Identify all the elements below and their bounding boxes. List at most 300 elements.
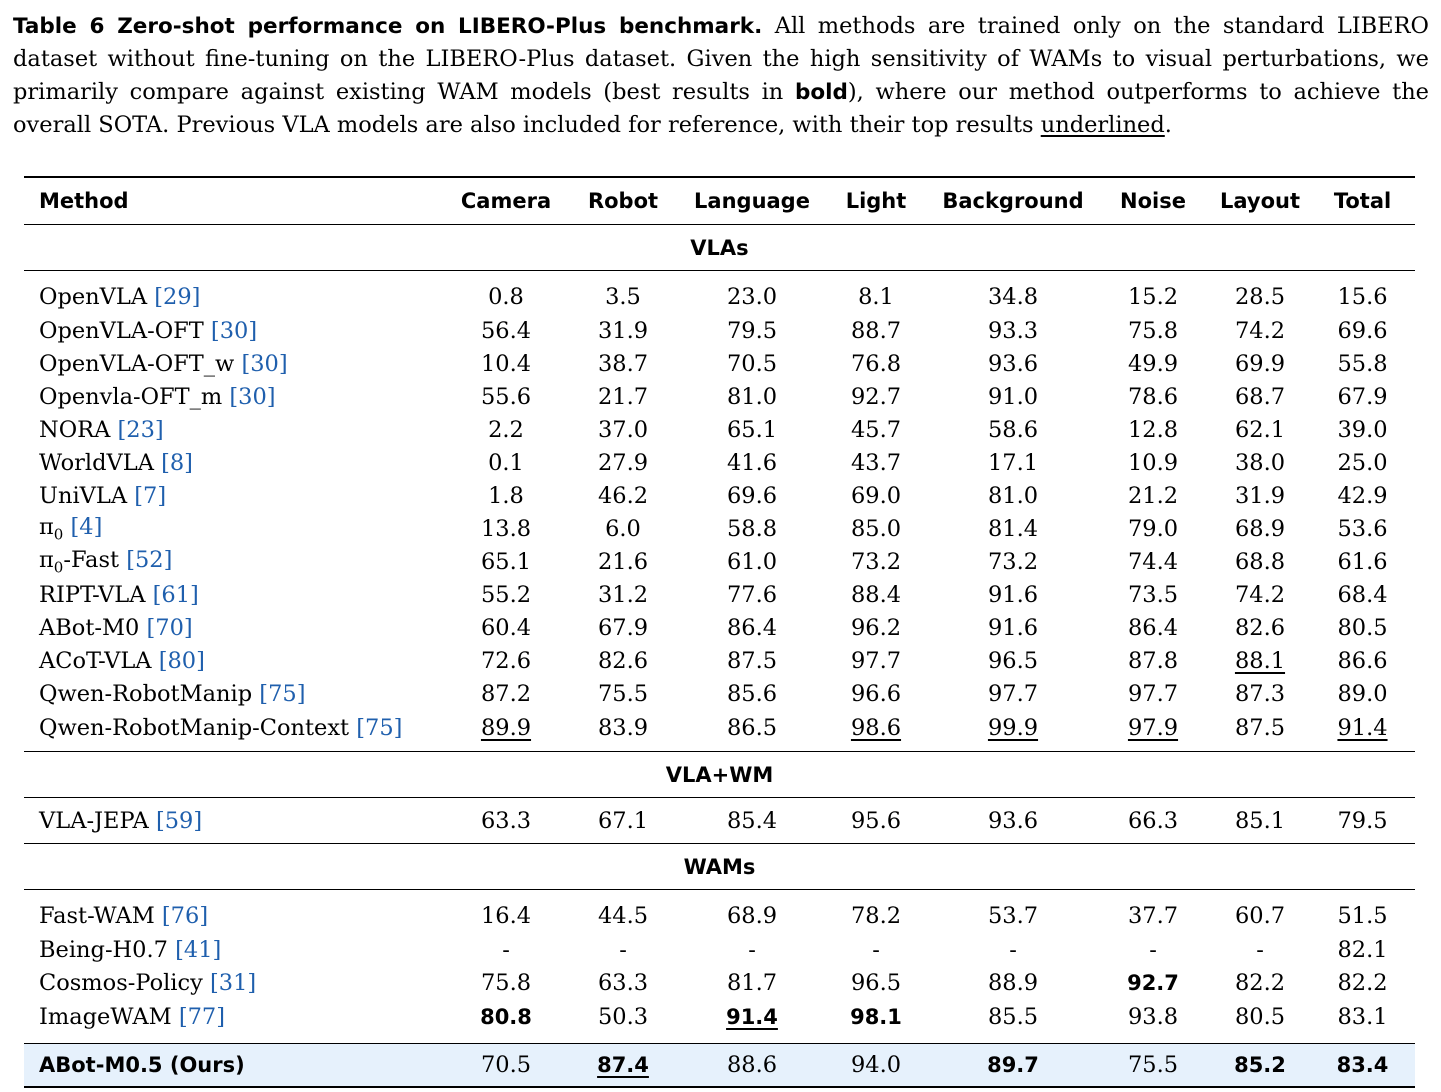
citation-link[interactable]: [52] (126, 546, 173, 573)
value-cell (1310, 611, 1415, 644)
value-text: 8.1 (858, 283, 894, 310)
value-text: 16.4 (480, 902, 532, 929)
value-cell (448, 512, 564, 545)
value-cell (1210, 798, 1310, 844)
value-text: 58.6 (987, 416, 1039, 443)
value-text: 78.6 (1127, 383, 1179, 410)
value-cell (1210, 446, 1310, 479)
value-cell (822, 710, 930, 752)
value-cell (1096, 446, 1210, 479)
citation-link[interactable]: [30] (241, 350, 288, 377)
value-text: 96.5 (987, 647, 1039, 674)
value-cell (822, 798, 930, 844)
value-cell (448, 545, 564, 578)
citation-link[interactable]: [75] (259, 680, 306, 707)
value-cell (564, 314, 682, 347)
table-row (24, 710, 1415, 752)
value-cell (1096, 271, 1210, 315)
value-text: 13.8 (480, 515, 532, 542)
value-text: 25.0 (1337, 449, 1388, 476)
value-cell (564, 966, 682, 999)
value-text: 41.6 (726, 449, 778, 476)
value-cell (822, 479, 930, 512)
value-cell (1310, 677, 1415, 710)
value-text: 72.6 (480, 647, 532, 674)
method-cell (24, 677, 448, 710)
value-cell (1210, 347, 1310, 380)
value-cell (1210, 611, 1310, 644)
value-cell (1096, 479, 1210, 512)
value-text: - (502, 936, 510, 963)
section-title: VLA+WM (24, 752, 1415, 798)
value-cell (1210, 271, 1310, 315)
table-row (24, 933, 1415, 966)
method-name: Openvla-OFT_m (39, 383, 230, 410)
value-text: 69.6 (726, 482, 778, 509)
value-text: 75.8 (480, 969, 532, 996)
value-text: 92.7 (1127, 970, 1179, 995)
value-text: 93.8 (1127, 1003, 1179, 1030)
value-cell (448, 999, 564, 1040)
value-cell (1096, 545, 1210, 578)
value-text: 73.2 (850, 548, 902, 575)
value-text: 53.7 (987, 902, 1039, 929)
method-cell (24, 578, 448, 611)
value-text: 91.6 (987, 614, 1039, 641)
value-cell (822, 677, 930, 710)
table-row (24, 999, 1415, 1040)
value-cell (930, 271, 1096, 315)
method-name: Cosmos-Policy (39, 969, 210, 996)
value-cell (1210, 1044, 1310, 1088)
value-cell (930, 999, 1096, 1040)
value-cell (564, 611, 682, 644)
method-name-subscript: 0 (53, 525, 64, 544)
column-header-method: Method (39, 189, 129, 213)
method-cell (24, 271, 448, 315)
method-name: WorldVLA (39, 449, 162, 476)
table-row (24, 545, 1415, 578)
value-text: 69.9 (1234, 350, 1286, 377)
value-text: 82.2 (1234, 969, 1286, 996)
citation-link[interactable]: [41] (175, 936, 222, 963)
method-cell (24, 347, 448, 380)
value-text: - (748, 936, 756, 963)
citation-link[interactable]: [4] (70, 513, 103, 540)
value-cell (930, 413, 1096, 446)
value-cell (930, 479, 1096, 512)
value-text: 85.4 (726, 807, 778, 834)
method-name: ABot-M0 (39, 614, 147, 641)
value-text: 21.2 (1127, 482, 1179, 509)
section-title: VLAs (24, 225, 1415, 271)
method-name-subscript: 0 (53, 558, 64, 577)
value-cell (1310, 512, 1415, 545)
value-text: - (619, 936, 627, 963)
method-cell (24, 446, 448, 479)
value-cell (1096, 999, 1210, 1040)
value-text: 98.6 (850, 714, 902, 741)
value-text: 51.5 (1337, 902, 1388, 929)
value-text: 37.0 (597, 416, 649, 443)
value-cell (1096, 933, 1210, 966)
citation-link[interactable]: [75] (356, 714, 403, 741)
value-cell (930, 347, 1096, 380)
value-text: 87.4 (597, 1053, 649, 1077)
citation-link[interactable]: [77] (178, 1003, 225, 1030)
value-cell (930, 677, 1096, 710)
value-text: 99.9 (987, 714, 1039, 741)
value-cell (564, 479, 682, 512)
value-text: 68.9 (726, 902, 778, 929)
value-cell (682, 1044, 822, 1088)
value-cell (1210, 890, 1310, 934)
section-title: WAMs (24, 844, 1415, 890)
value-text: 86.5 (726, 714, 778, 741)
value-text: 83.1 (1337, 1003, 1388, 1030)
value-text: 67.9 (1337, 383, 1388, 410)
value-cell (822, 314, 930, 347)
value-cell (930, 710, 1096, 752)
value-text: 65.1 (726, 416, 778, 443)
results-table (24, 176, 1415, 1088)
value-text: 89.7 (987, 1053, 1039, 1077)
value-cell (448, 710, 564, 752)
value-text: 80.5 (1234, 1003, 1286, 1030)
value-cell (1210, 933, 1310, 966)
value-cell (448, 1044, 564, 1088)
value-cell (682, 798, 822, 844)
value-text: 87.5 (726, 647, 778, 674)
value-cell (564, 999, 682, 1040)
value-cell (1096, 512, 1210, 545)
value-cell (930, 578, 1096, 611)
method-name: RIPT-VLA (39, 581, 153, 608)
method-cell (24, 413, 448, 446)
value-cell (930, 380, 1096, 413)
value-text: 37.7 (1127, 902, 1179, 929)
method-cell (24, 512, 448, 545)
value-text: 74.4 (1127, 548, 1179, 575)
value-cell (564, 512, 682, 545)
value-text: 42.9 (1337, 482, 1388, 509)
value-cell (1310, 966, 1415, 999)
value-text: 66.3 (1127, 807, 1179, 834)
table-row (24, 347, 1415, 380)
value-text: 0.8 (488, 283, 524, 310)
citation-link[interactable]: [30] (210, 317, 258, 344)
method-name: ImageWAM (39, 1003, 179, 1030)
value-cell (448, 677, 564, 710)
value-text: 67.1 (597, 807, 649, 834)
method-name: UniVLA (39, 482, 135, 509)
value-text: 79.5 (726, 317, 778, 344)
value-cell (564, 677, 682, 710)
value-text: 86.6 (1337, 647, 1388, 674)
value-cell (448, 271, 564, 315)
value-cell (448, 933, 564, 966)
value-cell (1310, 1044, 1415, 1088)
column-header-camera: Camera (460, 189, 552, 213)
value-text: 79.5 (1337, 807, 1388, 834)
value-cell (1210, 644, 1310, 677)
value-cell (930, 890, 1096, 934)
value-cell (1210, 413, 1310, 446)
value-text: 10.4 (480, 350, 532, 377)
value-text: 93.3 (987, 317, 1039, 344)
value-cell (682, 413, 822, 446)
value-text: 68.8 (1234, 548, 1286, 575)
method-name: π (39, 513, 54, 540)
value-cell (930, 933, 1096, 966)
value-text: - (1149, 936, 1157, 963)
value-text: 82.1 (1337, 936, 1388, 963)
method-name: VLA-JEPA (39, 807, 156, 834)
citation-link[interactable]: [7] (134, 482, 167, 509)
value-cell (448, 314, 564, 347)
value-text: 81.0 (726, 383, 778, 410)
value-cell (564, 545, 682, 578)
ours-row (24, 1044, 1415, 1088)
value-text: 3.5 (605, 283, 641, 310)
table-header (24, 177, 1415, 225)
value-text: 73.5 (1127, 581, 1179, 608)
value-text: 70.5 (480, 1052, 532, 1078)
value-text: 65.1 (480, 548, 532, 575)
value-cell (682, 966, 822, 999)
table-caption (13, 10, 1429, 142)
method-cell (24, 710, 448, 752)
value-cell (448, 446, 564, 479)
value-cell (1310, 710, 1415, 752)
value-text: 85.2 (1234, 1053, 1286, 1077)
value-text: 86.4 (1127, 614, 1179, 641)
column-header-noise: Noise (1120, 189, 1186, 213)
value-cell (448, 380, 564, 413)
caption-text-1: All methods are trained only on the standard LIBERO dataset without fine-tuning on the LIBERO-Plus dataset. Given the high sensitivity of WAMs to visual perturbations, we primarily compare against existing WAM models (best results in (13, 13, 1429, 105)
table-row (24, 512, 1415, 545)
method-name: OpenVLA (39, 283, 155, 310)
table-body (24, 225, 1415, 1088)
value-text: 28.5 (1234, 283, 1286, 310)
value-cell (564, 710, 682, 752)
value-text: 10.9 (1127, 449, 1179, 476)
value-cell (930, 1044, 1096, 1088)
value-text: 60.4 (480, 614, 532, 641)
value-cell (1096, 1044, 1210, 1088)
value-cell (564, 271, 682, 315)
table-row (24, 479, 1415, 512)
table-row (24, 798, 1415, 844)
value-text: 81.7 (726, 969, 778, 996)
value-text: 82.2 (1337, 969, 1388, 996)
value-text: 27.9 (597, 449, 649, 476)
value-cell (822, 644, 930, 677)
caption-text-2: ), where our method outperforms to achieve the overall SOTA. Previous VLA models are also included for reference, with their top results (13, 79, 1429, 138)
value-cell (1210, 314, 1310, 347)
value-text: 45.7 (850, 416, 902, 443)
method-cell (24, 545, 448, 578)
value-cell (682, 611, 822, 644)
citation-link[interactable]: [80] (158, 647, 205, 674)
column-header-light: Light (845, 189, 907, 213)
value-text: 61.6 (1337, 548, 1388, 575)
citation-link[interactable]: [30] (229, 383, 276, 410)
value-cell (930, 512, 1096, 545)
method-name: Qwen-RobotManip-Context (39, 714, 357, 741)
citation-link[interactable]: [23] (117, 416, 164, 443)
value-text: 86.4 (726, 614, 778, 641)
value-cell (448, 644, 564, 677)
value-text: 38.0 (1234, 449, 1286, 476)
column-header-language: Language (694, 189, 810, 213)
value-text: 68.4 (1337, 581, 1388, 608)
caption-underlined-word: underlined (1040, 112, 1165, 138)
value-cell (930, 966, 1096, 999)
value-text: 87.5 (1234, 714, 1286, 741)
value-cell (564, 798, 682, 844)
caption-bold-word: bold (794, 80, 848, 105)
citation-link[interactable]: [8] (161, 449, 193, 476)
value-text: 85.6 (726, 680, 778, 707)
citation-link[interactable]: [59] (155, 807, 203, 834)
value-text: 85.0 (850, 515, 902, 542)
value-text: 70.5 (726, 350, 778, 377)
method-cell (24, 479, 448, 512)
value-text: 60.7 (1234, 902, 1286, 929)
value-cell (1310, 798, 1415, 844)
value-cell (1310, 644, 1415, 677)
value-cell (682, 677, 822, 710)
value-text: 95.6 (850, 807, 902, 834)
value-text: 83.4 (1336, 1053, 1389, 1077)
value-cell (448, 966, 564, 999)
value-cell (448, 578, 564, 611)
value-cell (448, 611, 564, 644)
table-row (24, 677, 1415, 710)
citation-link[interactable]: [29] (154, 283, 201, 310)
value-cell (930, 798, 1096, 844)
value-text: - (1009, 936, 1017, 963)
value-cell (1310, 479, 1415, 512)
value-text: 88.9 (987, 969, 1039, 996)
value-cell (1310, 347, 1415, 380)
value-text: 15.2 (1127, 283, 1179, 310)
value-text: 93.6 (987, 807, 1039, 834)
value-cell (822, 380, 930, 413)
value-text: 23.0 (726, 283, 778, 310)
method-cell (24, 380, 448, 413)
value-text: 58.8 (726, 515, 778, 542)
value-text: 68.7 (1234, 383, 1286, 410)
value-cell (822, 890, 930, 934)
table-row (24, 380, 1415, 413)
value-text: 50.3 (597, 1003, 649, 1030)
value-cell (682, 545, 822, 578)
value-text: 75.5 (1127, 1052, 1179, 1078)
citation-link[interactable]: [61] (152, 581, 199, 608)
value-cell (1096, 966, 1210, 999)
method-name: ACoT-VLA (39, 647, 159, 674)
value-text: 77.6 (726, 581, 778, 608)
citation-link[interactable]: [70] (146, 614, 193, 641)
value-cell (822, 933, 930, 966)
value-text: 97.7 (850, 647, 902, 674)
value-text: 87.3 (1234, 680, 1286, 707)
table-row (24, 446, 1415, 479)
value-cell (1310, 446, 1415, 479)
method-cell (24, 999, 448, 1040)
value-text: 55.6 (480, 383, 532, 410)
value-text: 31.2 (597, 581, 649, 608)
value-cell (682, 512, 822, 545)
value-text: 87.2 (480, 680, 532, 707)
value-cell (1096, 314, 1210, 347)
value-text: 34.8 (987, 283, 1039, 310)
value-cell (822, 999, 930, 1040)
value-cell (930, 446, 1096, 479)
value-cell (564, 933, 682, 966)
method-name-suffix: -Fast (63, 546, 127, 573)
value-cell (822, 347, 930, 380)
value-cell (1310, 380, 1415, 413)
method-name: OpenVLA-OFT_w (39, 350, 242, 377)
value-text: 91.4 (1337, 714, 1388, 741)
value-text: 79.0 (1127, 515, 1179, 542)
value-cell (1096, 413, 1210, 446)
value-cell (564, 890, 682, 934)
method-name-suffix (63, 514, 70, 540)
value-text: 73.2 (987, 548, 1039, 575)
value-cell (1310, 413, 1415, 446)
method-cell (24, 890, 448, 934)
value-text: 63.3 (597, 969, 649, 996)
value-text: 83.9 (597, 714, 649, 741)
citation-link[interactable]: [76] (161, 902, 209, 929)
value-text: 38.7 (597, 350, 649, 377)
value-cell (564, 644, 682, 677)
value-cell (1310, 271, 1415, 315)
value-text: 88.4 (850, 581, 902, 608)
method-cell (24, 798, 448, 844)
value-cell (1210, 479, 1310, 512)
value-text: 91.0 (987, 383, 1039, 410)
value-text: 85.5 (987, 1003, 1039, 1030)
value-cell (448, 413, 564, 446)
value-cell (822, 611, 930, 644)
table-row (24, 966, 1415, 999)
value-cell (1096, 578, 1210, 611)
value-cell (1310, 545, 1415, 578)
value-cell (1210, 512, 1310, 545)
value-text: 21.6 (597, 548, 649, 575)
value-text: 78.2 (850, 902, 902, 929)
value-cell (1310, 933, 1415, 966)
value-text: 85.1 (1234, 807, 1286, 834)
citation-link[interactable]: [31] (209, 969, 257, 996)
method-name: OpenVLA-OFT (39, 317, 211, 344)
method-name: Fast-WAM (39, 902, 162, 929)
value-cell (564, 446, 682, 479)
value-text: 31.9 (1234, 482, 1286, 509)
value-text: 96.6 (850, 680, 902, 707)
method-name: NORA (39, 416, 118, 443)
column-header-layout: Layout (1219, 189, 1300, 213)
value-cell (1210, 578, 1310, 611)
value-text: 80.5 (1337, 614, 1388, 641)
method-cell (24, 644, 448, 677)
value-cell (930, 644, 1096, 677)
